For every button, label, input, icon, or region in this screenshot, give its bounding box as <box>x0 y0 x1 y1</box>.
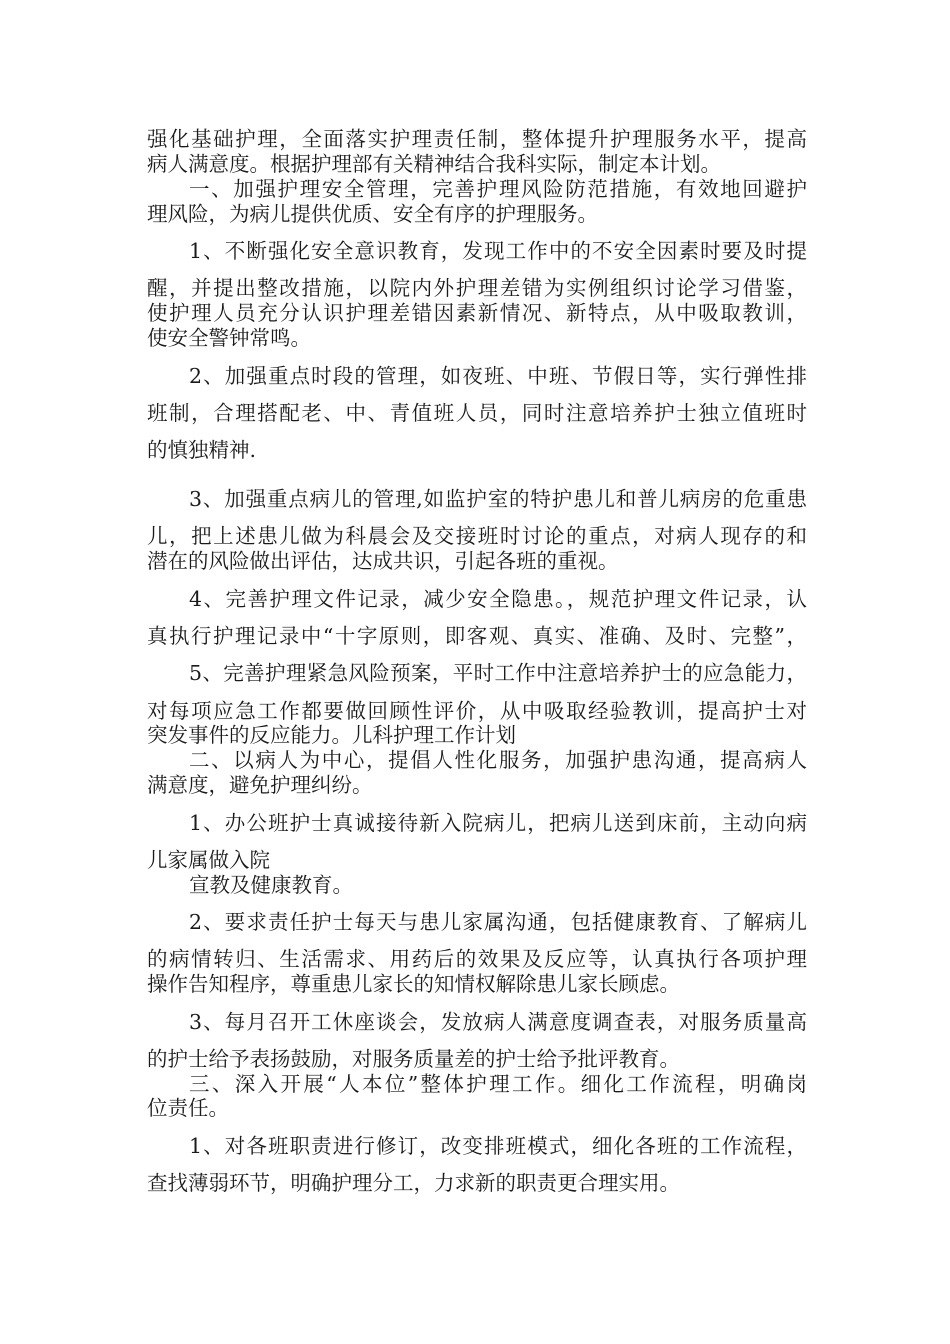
text-line: 2、要求责任护士每天与患儿家属沟通，包括健康教育、了解病儿 <box>189 910 807 934</box>
text-line: 真执行护理记录中“十字原则，即客观、真实、准确、及时、完整”， <box>147 624 807 648</box>
text-line: 儿家属做入院 <box>147 848 270 872</box>
text-line: 儿，把上述患儿做为科晨会及交接班时讨论的重点，对病人现存的和 <box>147 524 807 548</box>
text-line: 4、完善护理文件记录，减少安全隐患。，规范护理文件记录，认 <box>189 587 807 611</box>
text-line: 强化基础护理，全面落实护理责任制，整体提升护理服务水平，提高 <box>147 127 807 151</box>
text-line: 3、加强重点病儿的管理,如监护室的特护患儿和普儿病房的危重患 <box>189 487 807 511</box>
text-line: 一、加强护理安全管理，完善护理风险防范措施，有效地回避护 <box>189 177 807 201</box>
text-line: 使护理人员充分认识护理差错因素新情况、新特点，从中吸取教训， <box>147 301 807 325</box>
text-line: 满意度，避免护理纠纷。 <box>147 773 373 797</box>
text-line: 2、加强重点时段的管理，如夜班、中班、节假日等，实行弹性排 <box>189 364 807 388</box>
text-line: 三、深入开展“人本位”整体护理工作。细化工作流程，明确岗 <box>189 1072 807 1096</box>
text-line: 病人满意度。根据护理部有关精神结合我科实际，制定本计划。 <box>147 152 721 176</box>
text-line: 1、对各班职责进行修订，改变排班模式，细化各班的工作流程， <box>189 1134 807 1158</box>
text-line: 对每项应急工作都要做回顾性评价，从中吸取经验教训，提高护士对 <box>147 699 807 723</box>
text-line: 位责任。 <box>147 1096 229 1120</box>
text-line: 1、办公班护士真诚接待新入院病儿，把病儿送到床前，主动向病 <box>189 811 807 835</box>
text-line: 3、每月召开工休座谈会，发放病人满意度调查表，对服务质量高 <box>189 1010 807 1034</box>
text-line: 醒，并提出整改措施，以院内外护理差错为实例组织讨论学习借鉴， <box>147 276 807 300</box>
text-line: 的慎独精神. <box>147 438 257 462</box>
text-line: 的护士给予表扬鼓励，对服务质量差的护士给予批评教育。 <box>147 1047 680 1071</box>
text-line: 查找薄弱环节，明确护理分工，力求新的职责更合理实用。 <box>147 1171 680 1195</box>
text-line: 突发事件的反应能力。儿科护理工作计划 <box>147 723 516 747</box>
text-line: 5、完善护理紧急风险预案，平时工作中注意培养护士的应急能力， <box>189 661 807 685</box>
text-line: 理风险，为病儿提供优质、安全有序的护理服务。 <box>147 202 598 226</box>
text-line: 潜在的风险做出评估，达成共识，引起各班的重视。 <box>147 549 619 573</box>
text-line: 的病情转归、生活需求、用药后的效果及反应等，认真执行各项护理 <box>147 947 807 971</box>
text-line: 班制，合理搭配老、中、青值班人员，同时注意培养护士独立值班时 <box>147 401 807 425</box>
text-line: 二、以病人为中心，提倡人性化服务，加强护患沟通，提高病人 <box>189 748 807 772</box>
text-line: 1、不断强化安全意识教育，发现工作中的不安全因素时要及时提 <box>189 239 807 263</box>
text-line: 使安全警钟常鸣。 <box>147 326 311 350</box>
text-line: 宣教及健康教育。 <box>189 873 353 897</box>
text-line: 操作告知程序，尊重患儿家长的知情权解除患儿家长顾虑。 <box>147 972 680 996</box>
